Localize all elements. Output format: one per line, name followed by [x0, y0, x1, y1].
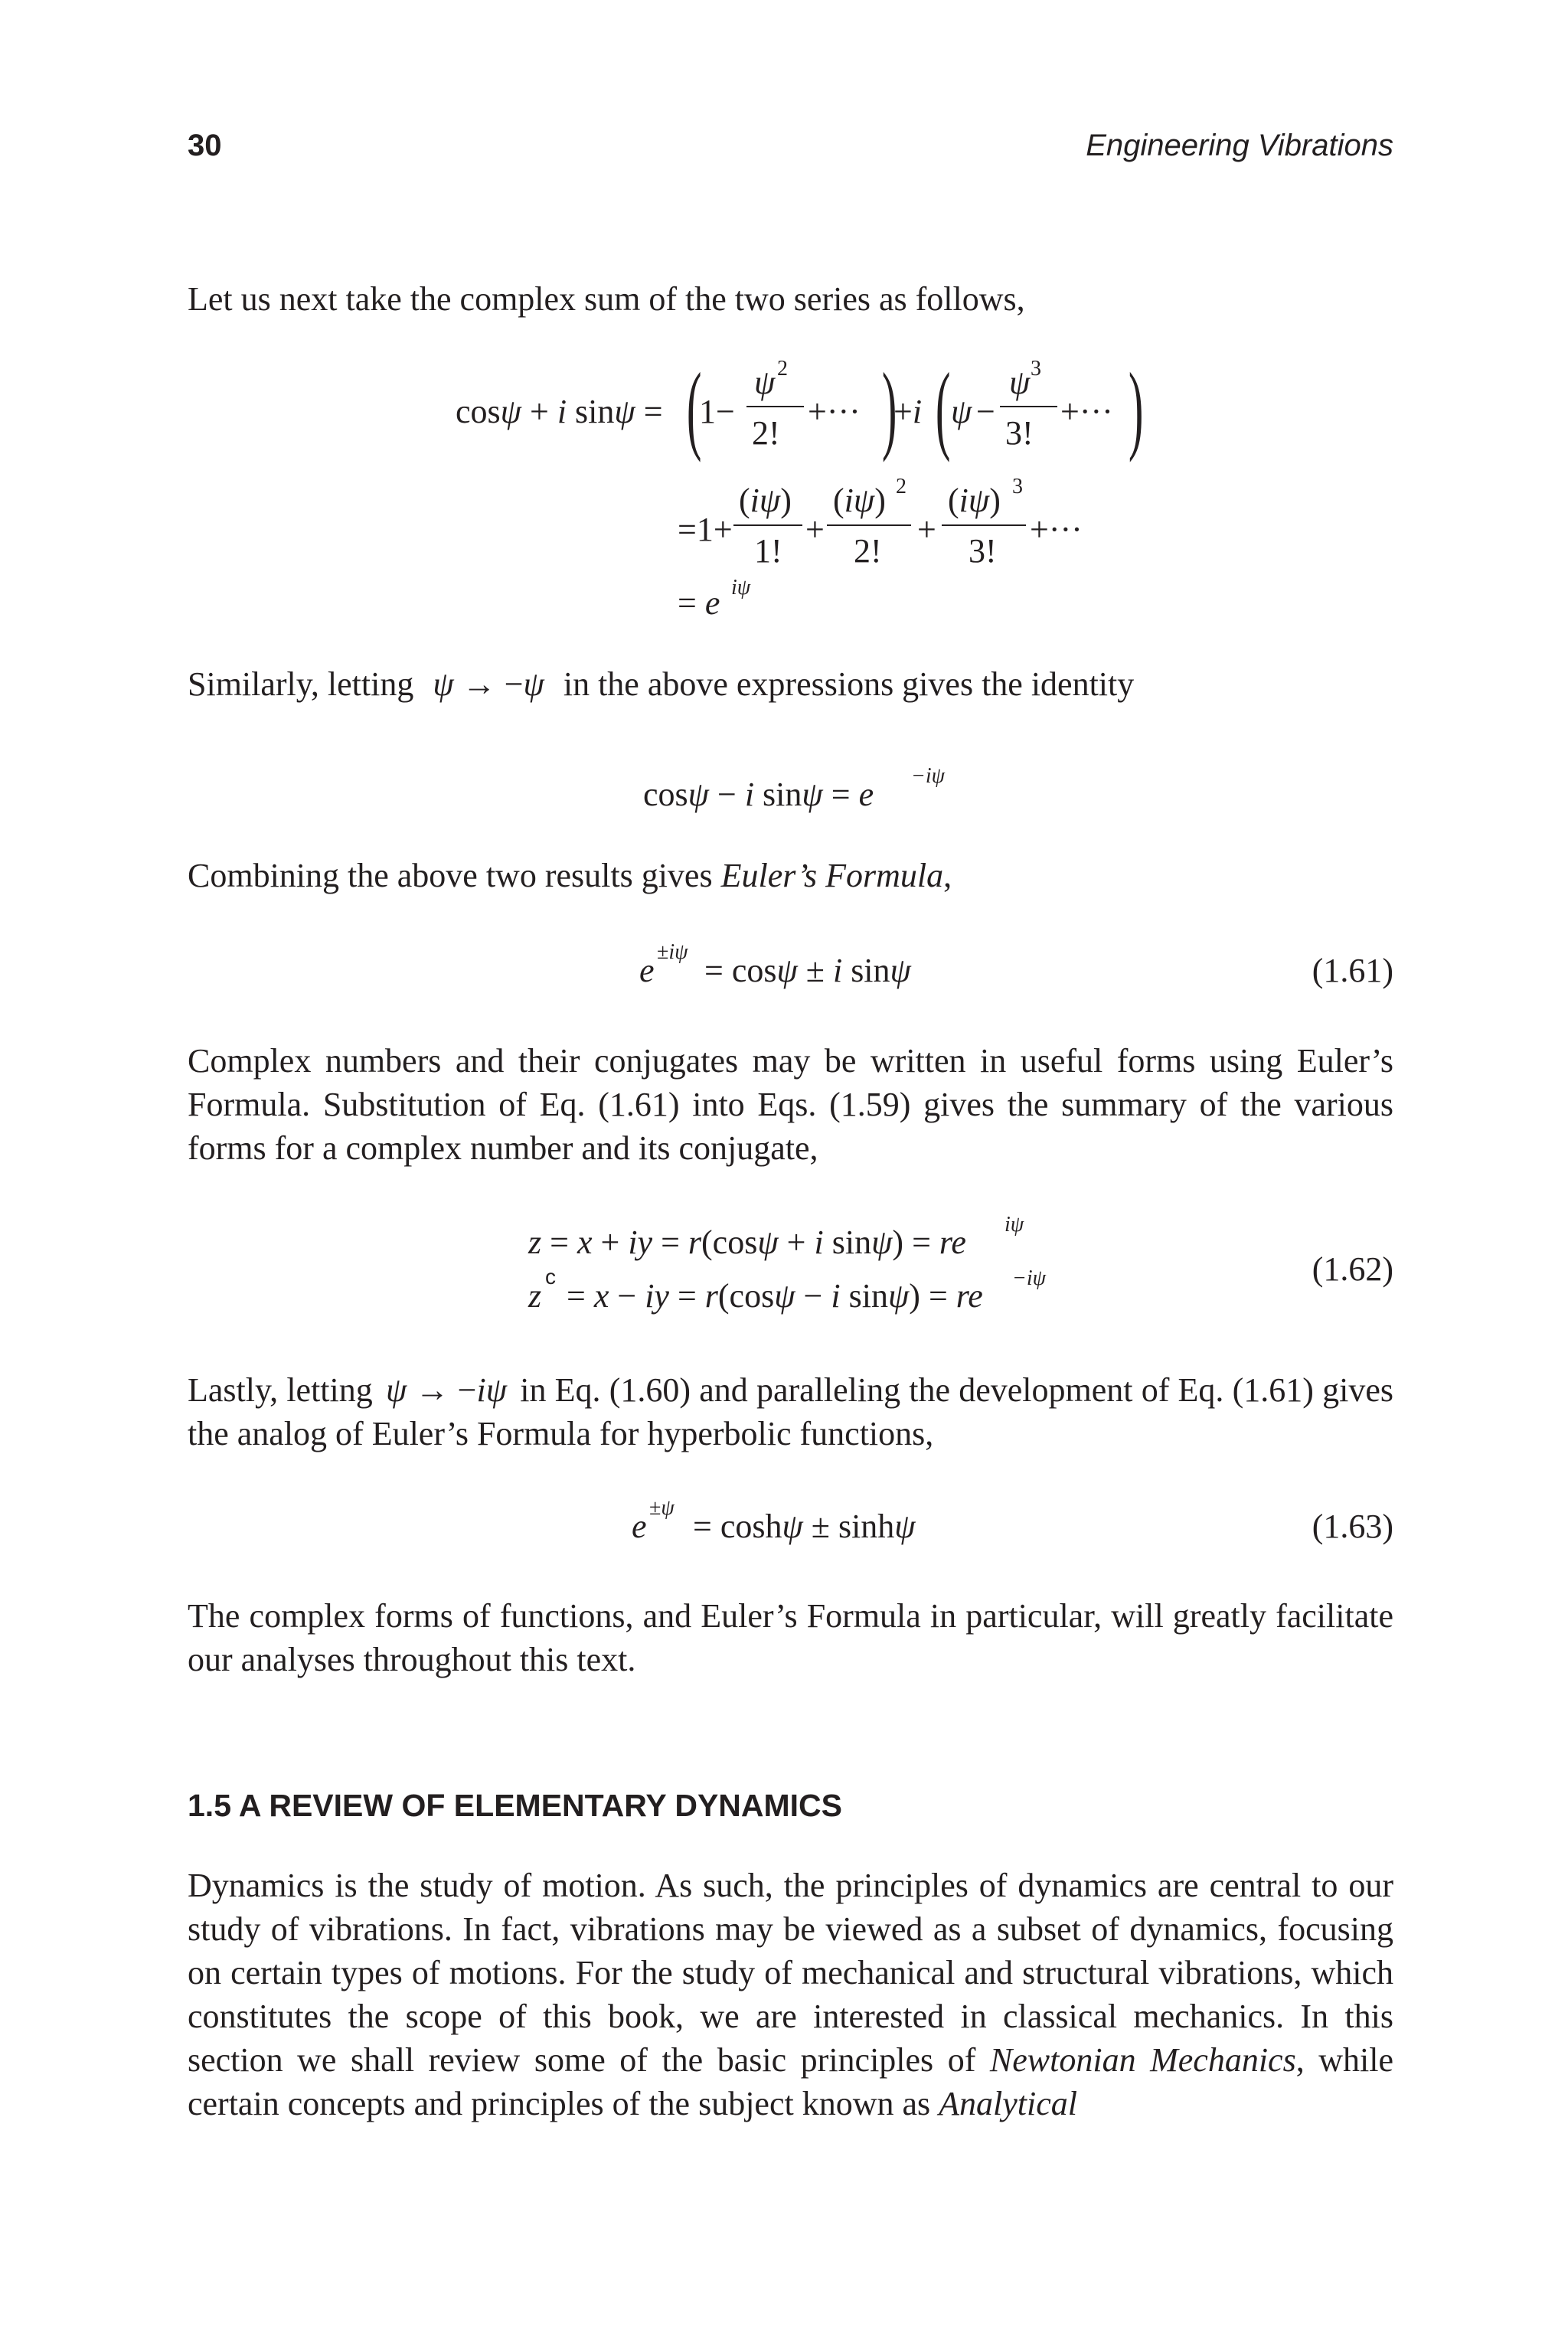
equation-number-1-61: (1.61)	[1312, 952, 1393, 989]
paragraph-complex-forms: The complex forms of functions, and Euler’s Formula in particular, will greatly facilitate our analyses throughout this text.	[188, 1597, 1393, 1678]
paragraph-complex-sum: Let us next take the complex sum of the two series as follows,	[188, 280, 1025, 318]
paragraph-combining: Combining the above two results gives Euler’s Formula,	[188, 857, 952, 894]
page-number: 30	[188, 129, 222, 162]
paragraph-similarly: Similarly, letting ψ → −ψ in the above expressions gives the identity	[188, 665, 1135, 703]
equation-number-1-62: (1.62)	[1312, 1250, 1393, 1288]
paragraph-complex-numbers: Complex numbers and their conjugates may be written in useful forms using Euler’s Formula. Substitution of Eq. (1.61) into Eqs. (1.59) gives the summary of the various forms for a complex number and its conjugate,	[188, 1042, 1393, 1167]
running-title: Engineering Vibrations	[1086, 129, 1393, 162]
paragraph-lastly: Lastly, letting ψ → −iψ in Eq. (1.60) and paralleling the development of Eq. (1.61) gives the analog of Euler’s Formula for hyperbolic functions,	[188, 1371, 1393, 1452]
section-heading: 1.5 A REVIEW OF ELEMENTARY DYNAMICS	[188, 1788, 843, 1823]
paragraph-dynamics: Dynamics is the study of motion. As such, the principles of dynamics are central to our study of vibrations. In fact, vibrations may be viewed as a subset of dynamics, focusing on certain types of motions. For the study of mechanical and structural vibrations, which constitutes the scope of this book, we are interested in classical mechanics. In this section we shall review some of the basic principles of Newtonian Mechanics, while certain concepts and principles of the subject known as Analytical	[188, 1867, 1393, 2122]
equation-number-1-63: (1.63)	[1312, 1508, 1393, 1545]
